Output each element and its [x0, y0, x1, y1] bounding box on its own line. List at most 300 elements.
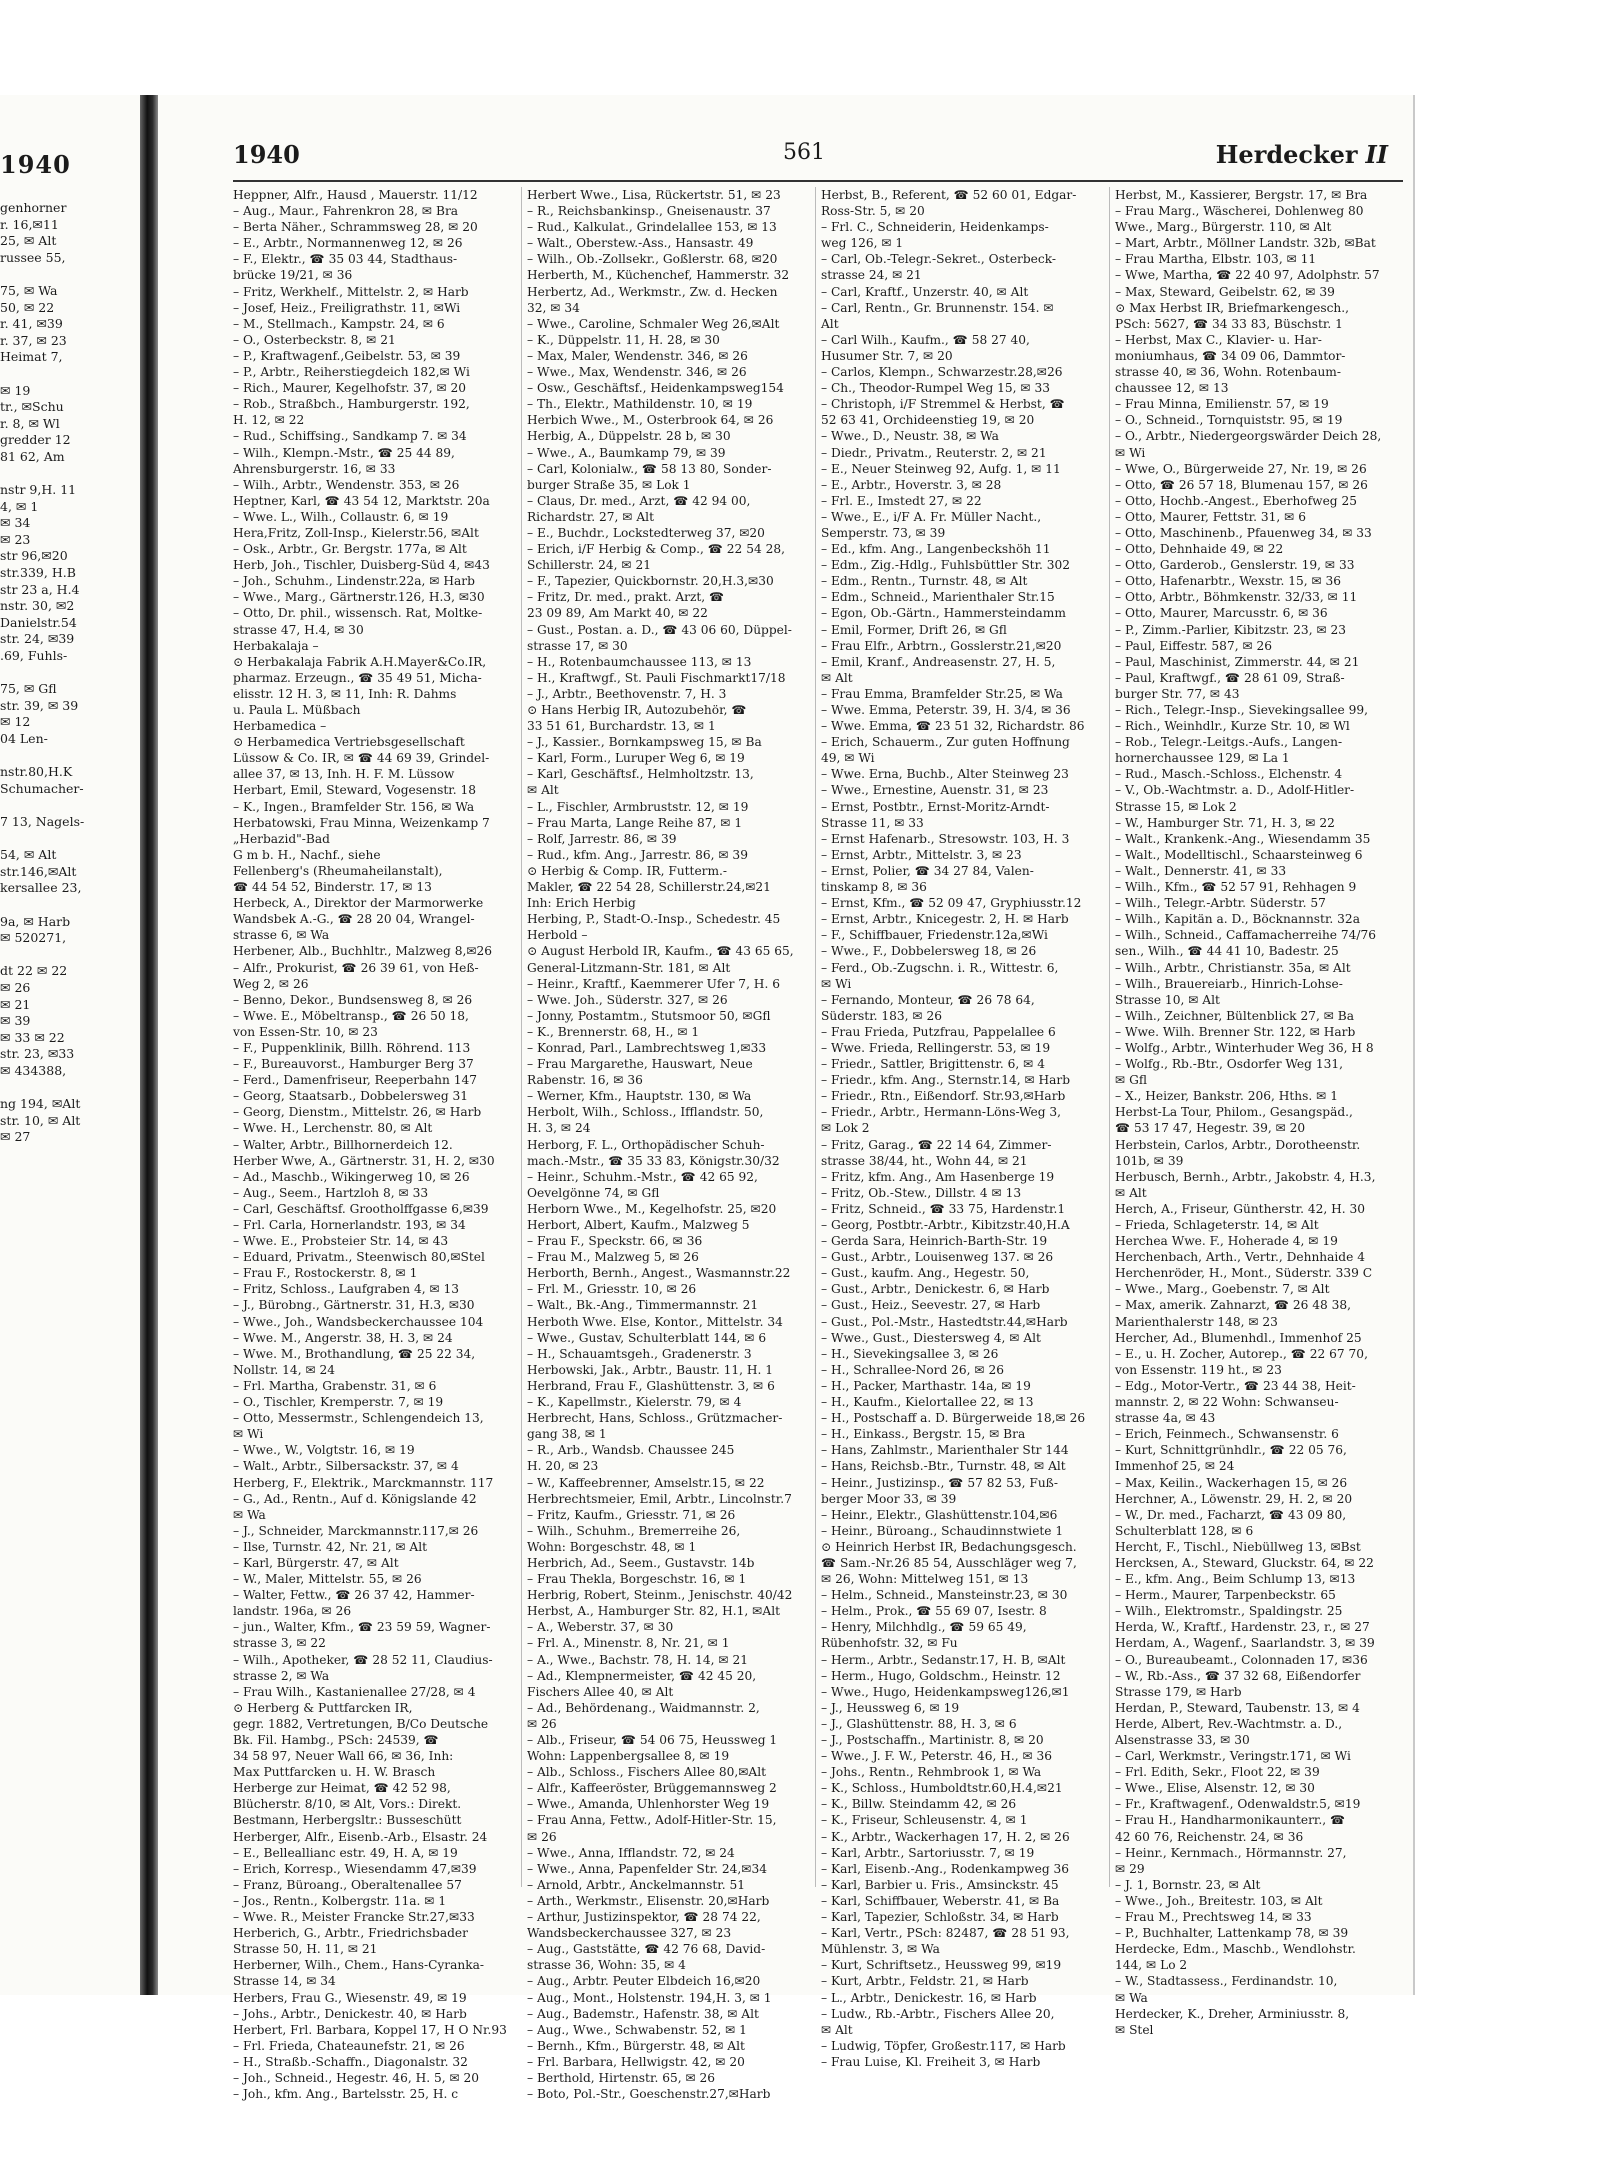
directory-entry-line: – Walt., Modelltischl., Schaarsteinweg 6: [1115, 847, 1363, 862]
directory-entry-line: – Rich., Telegr.-Insp., Sievekingsallee 99,: [1115, 703, 1368, 717]
directory-entry-line: – H., Schrallee-Nord 26, ✉ 26: [821, 1362, 1005, 1377]
directory-entry-line: – Rolf, Jarrestr. 86, ✉ 39: [527, 831, 677, 846]
directory-entry-line: – Werner, Kfm., Hauptstr. 130, ✉ Wa: [527, 1089, 752, 1104]
left-page-line: r. 41, ✉39: [0, 316, 63, 332]
directory-entry-line: – Walt., Dennerstr. 41, ✉ 33: [1115, 863, 1287, 878]
directory-entry-line: – Frl. Edith, Sekr., Floot 22, ✉ 39: [1115, 1765, 1320, 1780]
directory-entry-line: – Fritz, Dr. med., prakt. Arzt, ☎: [527, 590, 725, 605]
directory-entry-line: Blücherstr. 8/10, ✉ Alt, Vors.: Direkt.: [233, 1797, 462, 1812]
directory-entry-line: – Edm., Zig.-Hdlg., Fuhlsbüttler Str. 302: [821, 558, 1071, 573]
directory-entry-line: – Frau Martha, Elbstr. 103, ✉ 11: [1115, 252, 1317, 267]
directory-entry-line: – Gust., Pol.-Mstr., Hastedtstr.44,✉Harb: [821, 1314, 1068, 1329]
directory-entry-line: – W., Rb.-Ass., ☎ 37 32 68, Eißendorfer: [1115, 1668, 1361, 1683]
directory-entry-line: – Ad., Klempnermeister, ☎ 42 45 20,: [527, 1668, 757, 1683]
directory-entry-line: Herdecke, Edm., Maschb., Wendlohstr.: [1115, 1942, 1356, 1957]
book-gutter: [140, 95, 158, 1995]
directory-entry-line: – Heinr., Kraftf., Kaemmerer Ufer 7, H. 6: [527, 976, 780, 991]
directory-entry-line: – H., Kraftwgf., St. Pauli Fischmarkt17/18: [527, 670, 786, 685]
directory-entry-line: ⊙ Herberg & Puttfarcken IR,: [233, 1700, 413, 1715]
directory-entry-line: – Arthur, Justizinspektor, ☎ 28 74 22,: [527, 1910, 761, 1925]
directory-entry-line: – Ferd., Ob.-Zugschn. i. R., Wittestr. 6,: [821, 960, 1059, 975]
directory-entry-line: – Walt., Arbtr., Silbersackstr. 37, ✉ 4: [233, 1459, 459, 1474]
directory-entry-line: – Herm., Arbtr., Sedanstr.17, H. B, ✉Alt: [821, 1652, 1066, 1667]
directory-entry-line: Hera,Fritz, Zoll-Insp., Kielerstr.56, ✉Alt: [233, 525, 479, 540]
directory-entry-line: – Walter, Arbtr., Billhornerdeich 12.: [233, 1137, 453, 1152]
directory-entry-line: – W., Maler, Mittelstr. 55, ✉ 26: [233, 1572, 422, 1587]
directory-entry-line: 144, ✉ Lo 2: [1115, 1958, 1188, 1973]
left-page-line: 75, ✉ Gfl: [0, 681, 57, 697]
directory-entry-line: – Frl. Barbara, Hellwigstr. 42, ✉ 20: [527, 2054, 745, 2069]
directory-entry-line: – K., Arbtr., Wackerhagen 17, H. 2, ✉ 26: [821, 1829, 1070, 1844]
directory-entry-line: – Wwe., Hugo, Heidenkampsweg126,✉1: [821, 1684, 1070, 1699]
running-head-word: Herdecker: [1215, 140, 1358, 169]
directory-entry-line: – Frl. Frieda, Chateaunefstr. 21, ✉ 26: [233, 2038, 465, 2053]
directory-entry-line: – Diedr., Privatm., Reuterstr. 2, ✉ 21: [821, 445, 1047, 460]
directory-entry-line: – Rich., Weinhdlr., Kurze Str. 10, ✉ Wl: [1115, 719, 1350, 734]
left-page-line: 25, ✉ Alt: [0, 233, 57, 249]
directory-entry-line: – Rud., Masch.-Schloss., Elchenstr. 4: [1115, 767, 1343, 782]
directory-entry-line: – Wilh., Ob.-Zollsekr., Goßlerstr. 68, ✉20: [527, 252, 778, 267]
directory-entry-line: allee 37, ✉ 13, Inh. H. F. M. Lüssow: [233, 767, 455, 782]
directory-entry-line: – O., Osterbeckstr. 8, ✉ 21: [233, 332, 396, 347]
left-page-line: str. 24, ✉39: [0, 631, 75, 647]
directory-entry-line: – Wwe, Martha, ☎ 22 40 97, Adolphstr. 57: [1115, 268, 1380, 283]
directory-entry-line: – Ludwig, Töpfer, Großestr.117, ✉ Harb: [821, 2038, 1066, 2053]
directory-entry-line: – V., Ob.-Wachtmstr. a. D., Adolf-Hitler-: [1115, 783, 1355, 798]
directory-entry-line: – Otto, Maurer, Marcusstr. 6, ✉ 36: [1115, 606, 1328, 621]
directory-entry-line: – Frl. M., Griesstr. 10, ✉ 26: [527, 1282, 697, 1297]
directory-entry-line: moniumhaus, ☎ 34 09 06, Dammtor-: [1115, 348, 1346, 363]
directory-entry-line: Herbst, M., Kassierer, Bergstr. 17, ✉ Bra: [1115, 188, 1368, 202]
directory-entry-line: Herchea Wwe. F., Hoherade 4, ✉ 19: [1115, 1234, 1338, 1249]
directory-entry-line: – Wilh., Kapitän a. D., Böcknannstr. 32a: [1115, 912, 1360, 927]
directory-entry-line: – Wilh., Brauereiarb., Hinrich-Lohse-: [1115, 976, 1343, 991]
directory-entry-line: – Ad., Behördenang., Waidmannstr. 2,: [527, 1700, 760, 1715]
directory-entry-line: – J., Postschaffn., Martinistr. 8, ✉ 20: [821, 1733, 1044, 1747]
directory-entry-line: – Johs., Arbtr., Denickestr. 40, ✉ Harb: [233, 2006, 467, 2021]
directory-entry-line: – Joh., Schneid., Hegestr. 46, H. 5, ✉ 20: [233, 2070, 480, 2085]
directory-entry-line: Hercksen, A., Steward, Gluckstr. 64, ✉ 22: [1115, 1555, 1374, 1570]
directory-entry-line: – H., Einkass., Bergstr. 15, ✉ Bra: [821, 1427, 1026, 1442]
directory-entry-line: berger Moor 33, ✉ 39: [821, 1491, 957, 1506]
left-page-line: [0, 466, 140, 483]
left-page-line: ng 194, ✉Alt: [0, 1096, 81, 1112]
directory-entry-line: – Fritz, Schneid., ☎ 33 75, Hardenstr.1: [821, 1201, 1066, 1216]
directory-entry-line: ✉ Wa: [1115, 1990, 1148, 2005]
directory-entry-line: – Claus, Dr. med., Arzt, ☎ 42 94 00,: [527, 493, 751, 508]
left-page-line: [0, 947, 140, 964]
left-page-line: [0, 266, 140, 283]
directory-entry-line: – Heinr., Kernmach., Hörmannstr. 27,: [1115, 1845, 1347, 1860]
directory-entry-line: – Karl, Vertr., PSch: 82487, ☎ 28 51 93,: [821, 1926, 1070, 1941]
directory-entry-line: Herchenbach, Arth., Vertr., Dehnhaide 4: [1115, 1250, 1365, 1265]
directory-entry-line: ✉ Wi: [821, 976, 852, 991]
directory-entry-line: – Karl, Eisenb.-Ang., Rodenkampweg 36: [821, 1861, 1070, 1876]
directory-entry-line: – Carl, Rentn., Gr. Brunnenstr. 154. ✉: [821, 300, 1054, 315]
directory-entry-line: – Konrad, Parl., Lambrechtsweg 1,✉33: [527, 1040, 767, 1055]
directory-entry-line: – Ernst, Arbtr., Mittelstr. 3, ✉ 23: [821, 847, 1022, 862]
directory-entry-line: ✉ Wa: [233, 1507, 266, 1522]
directory-entry-line: – O., Tischler, Kremperstr. 7, ✉ 19: [233, 1395, 444, 1410]
column-2: [527, 187, 816, 2102]
directory-entry-line: – Heinr., Büroang., Schaudinnstwiete 1: [821, 1523, 1064, 1538]
directory-entry-line: von Essenstr. 119 ht., ✉ 23: [1115, 1362, 1282, 1377]
directory-entry-line: Herbort, Albert, Kaufm., Malzweg 5: [527, 1218, 750, 1232]
directory-entry-line: ☎ Sam.-Nr.26 85 54, Ausschläger weg 7,: [821, 1555, 1077, 1570]
directory-entry-line: – E., u. H. Zocher, Autorep., ☎ 22 67 70,: [1115, 1346, 1368, 1361]
left-page-line: ✉ 21: [0, 996, 31, 1012]
left-page-line: nstr 9,H. 11: [0, 482, 77, 498]
directory-entry-line: – Otto, Dehnhaide 49, ✉ 22: [1115, 542, 1284, 557]
directory-entry-line: – Helm., Schneid., Mansteinstr.23, ✉ 30: [821, 1588, 1068, 1603]
directory-entry-line: – Alb., Friseur, ☎ 54 06 75, Heussweg 1: [527, 1733, 778, 1747]
left-page-line: 81 62, Am: [0, 448, 65, 464]
directory-entry-line: – Gust., Heiz., Seevestr. 27, ✉ Harb: [821, 1298, 1041, 1313]
directory-columns: [233, 187, 1403, 2102]
directory-entry-line: – Frau Thekla, Borgeschstr. 16, ✉ 1: [527, 1572, 747, 1587]
directory-entry-line: – E., Buchdr., Lockstedterweg 37, ✉20: [527, 525, 765, 540]
directory-entry-line: – Heinr., Schuhm.-Mstr., ☎ 42 65 92,: [527, 1169, 758, 1184]
directory-entry-line: Wohn: Borgeschstr. 48, ✉ 1: [527, 1539, 697, 1554]
directory-entry-line: – Wwe. Emma, ☎ 23 51 32, Richardstr. 86: [821, 719, 1085, 734]
directory-entry-line: – F., Bureauvorst., Hamburger Berg 37: [233, 1057, 474, 1072]
directory-entry-line: – H., Sievekingsallee 3, ✉ 26: [821, 1346, 999, 1361]
directory-entry-line: Herbowski, Jak., Arbtr., Baustr. 11, H. 1: [527, 1362, 773, 1377]
left-page-line: str 96,✉20: [0, 548, 68, 564]
directory-entry-line: – E., Arbtr., Normannenweg 12, ✉ 26: [233, 236, 463, 251]
directory-entry-line: sen., Wilh., ☎ 44 41 10, Badestr. 25: [1115, 944, 1339, 959]
directory-entry-line: – Wwe., Anna, Ifflandstr. 72, ✉ 24: [527, 1845, 735, 1860]
directory-entry-line: – Gust., kaufm. Ang., Hegestr. 50,: [821, 1266, 1030, 1281]
directory-entry-line: – Friedr., Arbtr., Hermann-Löns-Weg 3,: [821, 1105, 1062, 1120]
directory-entry-line: Wohn: Lappenbergsallee 8, ✉ 19: [527, 1749, 730, 1764]
directory-entry-line: Herbich Wwe., M., Osterbrook 64, ✉ 26: [527, 413, 774, 428]
directory-entry-line: – Herm., Hugo, Goldschm., Heinstr. 12: [821, 1668, 1061, 1683]
directory-entry-line: – J. 1, Bornstr. 23, ✉ Alt: [1115, 1877, 1261, 1892]
directory-entry-line: – Frl. A., Minenstr. 8, Nr. 21, ✉ 1: [527, 1636, 730, 1651]
directory-entry-line: – F., Puppenklinik, Billh. Röhrend. 113: [233, 1040, 471, 1055]
left-page-line: 04 Len-: [0, 731, 48, 746]
directory-entry-line: burger Str. 77, ✉ 43: [1115, 686, 1240, 701]
directory-entry-line: – Carl, Kraftf., Unzerstr. 40, ✉ Alt: [821, 284, 1029, 299]
directory-entry-line: – Max, Maler, Wendenstr. 346, ✉ 26: [527, 348, 748, 363]
directory-entry-line: Max Puttfarcken u. H. W. Brasch: [233, 1765, 436, 1780]
directory-entry-line: – Max, Steward, Geibelstr. 62, ✉ 39: [1115, 284, 1335, 299]
directory-entry-line: weg 126, ✉ 1: [821, 236, 904, 251]
directory-entry-line: – K., Schloss., Humboldtstr.60,H.4,✉21: [821, 1781, 1063, 1796]
page-header: [233, 140, 1403, 180]
directory-entry-line: Weg 2, ✉ 26: [233, 976, 309, 991]
directory-entry-line: Alt: [821, 316, 839, 331]
directory-entry-line: hornerchaussee 129, ✉ La 1: [1115, 751, 1290, 766]
directory-entry-line: – Edm., Rentn., Turnstr. 48, ✉ Alt: [821, 574, 1028, 589]
directory-entry-line: – Erich, i/F Herbig & Comp., ☎ 22 54 28,: [527, 542, 785, 557]
directory-entry-line: – Ernst, Arbtr., Knicegestr. 2, H. ✉ Harb: [821, 912, 1069, 927]
directory-entry-line: Herbatowski, Frau Minna, Weizenkamp 7: [233, 815, 490, 830]
directory-entry-line: – Paul, Maschinist, Zimmerstr. 44, ✉ 21: [1115, 654, 1360, 669]
directory-entry-line: strasse 4a, ✉ 43: [1115, 1411, 1216, 1426]
directory-entry-line: – P., Arbtr., Reiherstiegdeich 182,✉ Wi: [233, 365, 470, 380]
directory-entry-line: – W., Dr. med., Facharzt, ☎ 43 09 80,: [1115, 1507, 1347, 1522]
directory-entry-line: Wwe., Marg., Bürgerstr. 110, ✉ Alt: [1115, 220, 1332, 235]
directory-entry-line: – Wwe., Elise, Alsenstr. 12, ✉ 30: [1115, 1781, 1315, 1796]
directory-entry-line: – Ch., Theodor-Rumpel Weg 15, ✉ 33: [821, 381, 1051, 396]
directory-entry-line: – Frl. Carla, Hornerlandstr. 193, ✉ 34: [233, 1218, 466, 1232]
directory-entry-line: strasse 17, ✉ 30: [527, 638, 628, 653]
left-page-fragment: [0, 95, 140, 1995]
directory-entry-line: Herchner, A., Löwenstr. 29, H. 2, ✉ 20: [1115, 1491, 1353, 1506]
directory-entry-line: Herberich, G., Arbtr., Friedrichsbader: [233, 1926, 468, 1941]
directory-entry-line: – Otto, Maschinenb., Pfauenweg 34, ✉ 33: [1115, 525, 1372, 540]
directory-entry-line: – Josef, Heiz., Freiligrathstr. 11, ✉Wi: [233, 300, 461, 315]
directory-entry-line: – Carl, Ob.-Telegr.-Sekret., Osterbeck-: [821, 252, 1056, 267]
directory-entry-line: – Alb., Schloss., Fischers Allee 80,✉Alt: [527, 1765, 767, 1780]
directory-entry-line: – Fritz, Ob.-Stew., Dillstr. 4 ✉ 13: [821, 1185, 1022, 1200]
directory-entry-line: ✉ Alt: [527, 783, 559, 798]
directory-entry-line: Herde, Albert, Rev.-Wachtmstr. a. D.,: [1115, 1716, 1343, 1731]
directory-entry-line: – Wwe, O., Bürgerweide 27, Nr. 19, ✉ 26: [1115, 461, 1367, 476]
directory-entry-line: – Otto, Dr. phil., wissensch. Rat, Moltke-: [233, 606, 483, 621]
directory-entry-line: – Aug., Arbtr. Peuter Elbdeich 16,✉20: [527, 1974, 761, 1989]
directory-entry-line: – Wwe. R., Meister Francke Str.27,✉33: [233, 1910, 475, 1925]
directory-entry-line: Strasse 14, ✉ 34: [233, 1974, 336, 1989]
directory-entry-line: H. 3, ✉ 24: [527, 1121, 591, 1136]
directory-entry-line: elisstr. 12 H. 3, ✉ 11, Inh: R. Dahms: [233, 686, 457, 701]
directory-entry-line: Herbakalaja –: [233, 638, 319, 653]
directory-entry-line: – Johs., Rentn., Rehmbrook 1, ✉ Wa: [821, 1765, 1042, 1780]
directory-entry-line: Alsenstrasse 33, ✉ 30: [1115, 1733, 1250, 1747]
directory-entry-line: – Otto, Garderob., Genslerstr. 19, ✉ 33: [1115, 558, 1355, 573]
directory-entry-line: – Fritz, Garag., ☎ 22 14 64, Zimmer-: [821, 1137, 1052, 1152]
left-page-line: 50, ✉ 22: [0, 299, 55, 315]
directory-entry-line: – J., Glashüttenstr. 88, H. 3, ✉ 6: [821, 1716, 1017, 1731]
left-page-line: [0, 1079, 140, 1096]
directory-entry-line: Herbst, A., Hamburger Str. 82, H.1, ✉Alt: [527, 1604, 780, 1619]
directory-entry-line: – Frau M., Prechtsweg 14, ✉ 33: [1115, 1910, 1312, 1925]
directory-entry-line: – Berthold, Hirtenstr. 65, ✉ 26: [527, 2070, 716, 2085]
left-page-line: tr., ✉Schu: [0, 399, 64, 415]
left-page-line: ✉ 34: [0, 515, 31, 531]
directory-entry-line: – Gerda Sara, Heinrich-Barth-Str. 19: [821, 1234, 1048, 1249]
directory-entry-line: – Ernst, Postbtr., Ernst-Moritz-Arndt-: [821, 799, 1050, 814]
left-page-line: str. 10, ✉ Alt: [0, 1112, 81, 1128]
directory-entry-line: – Wwe., Amanda, Uhlenhorster Weg 19: [527, 1797, 770, 1812]
directory-entry-line: – Frau Frieda, Putzfrau, Pappelallee 6: [821, 1024, 1056, 1039]
directory-entry-line: Wandsbek A.-G., ☎ 28 20 04, Wrangel-: [233, 912, 475, 927]
left-page-line: str. 39, ✉ 39: [0, 697, 79, 713]
left-page-line: nstr.80,H.K: [0, 764, 73, 780]
directory-entry-line: – Frau Marta, Lange Reihe 87, ✉ 1: [527, 815, 743, 830]
directory-entry-line: Herbusch, Bernh., Arbtr., Jakobstr. 4, H.3,: [1115, 1169, 1376, 1184]
directory-entry-line: pharmaz. Erzeugn., ☎ 35 49 51, Micha-: [233, 670, 482, 685]
column-1: [233, 187, 522, 2102]
directory-entry-line: Fischers Allee 40, ✉ Alt: [527, 1684, 674, 1699]
volume-numeral: II: [1365, 140, 1388, 169]
directory-entry-line: strasse 6, ✉ Wa: [233, 928, 330, 943]
directory-entry-line: Immenhof 25, ✉ 24: [1115, 1459, 1235, 1474]
directory-entry-line: – Ed., kfm. Ang., Langenbeckshöh 11: [821, 542, 1051, 557]
directory-entry-line: – Fritz, kfm. Ang., Am Hasenberge 19: [821, 1169, 1055, 1184]
directory-entry-line: – Ludw., Rb.-Arbtr., Fischers Allee 20,: [821, 2006, 1055, 2021]
directory-entry-line: ✉ Alt: [821, 2022, 853, 2037]
directory-entry-line: – O., Bureaubeamt., Colonnaden 17, ✉36: [1115, 1652, 1368, 1667]
directory-entry-line: – Kurt, Schnittgrünhdlr., ☎ 22 05 76,: [1115, 1443, 1347, 1458]
directory-entry-line: ✉ 29: [1115, 1861, 1145, 1876]
directory-entry-line: ☎ 53 17 47, Hegestr. 39, ✉ 20: [1115, 1121, 1306, 1136]
directory-entry-line: – Paul, Eiffestr. 587, ✉ 26: [1115, 638, 1273, 653]
directory-entry-line: – Emil, Former, Drift 26, ✉ Gfl: [821, 622, 1007, 637]
left-page-line: 9a, ✉ Harb: [0, 913, 71, 929]
directory-entry-line: – Wwe., A., Baumkamp 79, ✉ 39: [527, 445, 726, 460]
directory-entry-line: ⊙ Herbig & Comp. IR, Futterm.-: [527, 863, 728, 878]
directory-entry-line: – Wilh., Apotheker, ☎ 28 52 11, Claudius-: [233, 1652, 493, 1667]
directory-entry-line: ✉ 26, Wohn: Mittelweg 151, ✉ 13: [821, 1572, 1029, 1587]
left-page-line: str.146,✉Alt: [0, 863, 77, 879]
directory-entry-line: – Joh., kfm. Ang., Bartelsstr. 25, H. c: [233, 2087, 459, 2102]
directory-entry-line: – Egon, Ob.-Gärtn., Hammersteindamm: [821, 606, 1066, 621]
directory-entry-line: – H., Rotenbaumchaussee 113, ✉ 13: [527, 654, 752, 669]
left-page-line: genhorner: [0, 200, 67, 215]
directory-entry-line: – Ferd., Damenfriseur, Reeperbahn 147: [233, 1073, 478, 1088]
directory-entry-line: Herchenröder, H., Mont., Süderstr. 339 C: [1115, 1266, 1373, 1281]
directory-entry-line: – Fernando, Monteur, ☎ 26 78 64,: [821, 992, 1035, 1007]
directory-entry-line: Strasse 179, ✉ Harb: [1115, 1684, 1242, 1699]
directory-entry-line: – Karl, Geschäftsf., Helmholtzstr. 13,: [527, 767, 754, 782]
directory-entry-line: – H., Kaufm., Kielortallee 22, ✉ 13: [821, 1395, 1034, 1410]
left-page-line: [0, 366, 140, 383]
left-page-line: [0, 897, 140, 914]
directory-entry-line: – Ernst Hafenarb., Stresowstr. 103, H. 3: [821, 831, 1070, 846]
directory-entry-line: – Wilh., Arbtr., Wendenstr. 353, ✉ 26: [233, 477, 460, 492]
left-page-line: russee 55,: [0, 249, 66, 265]
directory-entry-line: – Rud., Kalkulat., Grindelallee 153, ✉ 13: [527, 220, 777, 235]
directory-entry-line: – Henry, Milchhdlg., ☎ 59 65 49,: [821, 1620, 1027, 1635]
directory-entry-line: – Walt., Krankenk.-Ang., Wiesendamm 35: [1115, 831, 1371, 846]
directory-entry-line: – J., Bürobng., Gärtnerstr. 31, H.3, ✉30: [233, 1298, 475, 1313]
directory-entry-line: – Arnold, Arbtr., Anckelmannstr. 51: [527, 1877, 746, 1892]
directory-entry-line: – R., Reichsbankinsp., Gneisenaustr. 37: [527, 204, 771, 219]
directory-entry-line: – Hans, Reichsb.-Btr., Turnstr. 48, ✉ Alt: [821, 1459, 1066, 1474]
directory-entry-line: – W., Kaffeebrenner, Amselstr.15, ✉ 22: [527, 1475, 765, 1490]
directory-entry-line: Herboth Wwe. Else, Kontor., Mittelstr. 34: [527, 1314, 783, 1329]
directory-entry-line: Herbart, Emil, Steward, Vogesenstr. 18: [233, 783, 476, 798]
directory-entry-line: – Gust., Postan. a. D., ☎ 43 06 60, Düppel-: [527, 622, 792, 637]
directory-entry-line: – Wwe. E., Probsteier Str. 14, ✉ 43: [233, 1234, 449, 1249]
directory-entry-line: strasse 3, ✉ 22: [233, 1636, 326, 1651]
directory-entry-line: Herberger, Alfr., Eisenb.-Arb., Elsastr. 24: [233, 1829, 488, 1844]
directory-entry-line: – Frau Marg., Wäscherei, Dohlenweg 80: [1115, 204, 1364, 219]
directory-entry-line: – K., Ingen., Bramfelder Str. 156, ✉ Wa: [233, 799, 475, 814]
directory-entry-line: – Herm., Maurer, Tarpenbeckstr. 65: [1115, 1588, 1336, 1603]
directory-entry-line: – Frau Wilh., Kastanienallee 27/28, ✉ 4: [233, 1684, 476, 1699]
directory-entry-line: – Wwe. M., Angerstr. 38, H. 3, ✉ 24: [233, 1330, 453, 1345]
directory-entry-line: – Heinr., Elektr., Glashüttenstr.104,✉6: [821, 1507, 1058, 1522]
left-page-line: 4, ✉ 1: [0, 498, 39, 514]
directory-entry-line: – P., Kraftwagenf.,Geibelstr. 53, ✉ 39: [233, 348, 461, 363]
left-page-line: kersallee 23,: [0, 880, 82, 896]
directory-entry-line: strasse 36, Wohn: 35, ✉ 4: [527, 1958, 686, 1973]
directory-entry-line: Herbrecht, Hans, Schloss., Grützmacher-: [527, 1411, 783, 1426]
directory-entry-line: Schillerstr. 24, ✉ 21: [527, 558, 651, 573]
directory-entry-line: Herberge zur Heimat, ☎ 42 52 98,: [233, 1781, 451, 1796]
directory-entry-line: – Ernst, Kfm., ☎ 52 09 47, Gryphiusstr.12: [821, 896, 1082, 911]
directory-entry-line: – Frl. C., Schneiderin, Heidenkamps-: [821, 220, 1049, 235]
directory-entry-line: – Aug., Bademstr., Hafenstr. 38, ✉ Alt: [527, 2006, 759, 2021]
directory-entry-line: Strasse 15, ✉ Lok 2: [1115, 799, 1237, 814]
directory-entry-line: Herbig, A., Düppelstr. 28 b, ✉ 30: [527, 429, 731, 444]
directory-entry-line: General-Litzmann-Str. 181, ✉ Alt: [527, 960, 731, 975]
directory-entry-line: ⊙ August Herbold IR, Kaufm., ☎ 43 65 65,: [527, 944, 794, 959]
directory-entry-line: – E., Arbtr., Hoverstr. 3, ✉ 28: [821, 477, 1002, 492]
directory-entry-line: mannstr. 2, ✉ 22 Wohn: Schwanseu-: [1115, 1395, 1339, 1410]
directory-entry-line: – Carlos, Klempn., Schwarzestr.28,✉26: [821, 365, 1063, 380]
directory-entry-line: – Wwe. Joh., Süderstr. 327, ✉ 26: [527, 992, 728, 1007]
directory-entry-line: Marienthalerstr 148, ✉ 23: [1115, 1314, 1278, 1329]
directory-entry-line: – Frau Luise, Kl. Freiheit 3, ✉ Harb: [821, 2054, 1041, 2069]
directory-entry-line: – Walter, Fettw., ☎ 26 37 42, Hammer-: [233, 1588, 475, 1603]
directory-entry-line: – Mart, Arbtr., Möllner Landstr. 32b, ✉Bat: [1115, 236, 1376, 251]
directory-entry-line: – P., Zimm.-Parlier, Kibitzstr. 23, ✉ 23: [1115, 622, 1347, 637]
column-3: [821, 187, 1110, 2069]
directory-entry-line: Herbert Wwe., Lisa, Rückertstr. 51, ✉ 23: [527, 188, 781, 202]
directory-entry-line: – Wwe. M., Brothandlung, ☎ 25 22 34,: [233, 1346, 476, 1361]
directory-entry-line: – Jonny, Postamtm., Stutsmoor 50, ✉Gfl: [527, 1008, 771, 1023]
directory-entry-line: – Edm., Schneid., Marienthaler Str.15: [821, 590, 1055, 605]
directory-entry-line: – H., Postschaff a. D. Bürgerweide 18,✉ 26: [821, 1411, 1086, 1426]
directory-entry-line: 42 60 76, Reichenstr. 24, ✉ 36: [1115, 1829, 1304, 1844]
directory-entry-line: brücke 19/21, ✉ 36: [233, 268, 353, 283]
directory-entry-line: – Max, Keilin., Wackerhagen 15, ✉ 26: [1115, 1475, 1348, 1490]
directory-entry-line: – Karl, Form., Luruper Weg 6, ✉ 19: [527, 751, 745, 766]
directory-entry-line: Herda, W., Kraftf., Hardenstr. 23, r., ✉ 27: [1115, 1620, 1370, 1635]
left-page-lines: [0, 200, 140, 1146]
directory-entry-line: – Osw., Geschäftsf., Heidenkampsweg154: [527, 381, 784, 396]
left-page-line: [0, 665, 140, 682]
directory-entry-line: Wandsbeckerchaussee 327, ✉ 23: [527, 1926, 732, 1941]
directory-entry-line: – Karl, Barbier u. Fris., Amsinckstr. 45: [821, 1877, 1059, 1892]
directory-entry-line: – Wwe., Joh., Wandsbeckerchaussee 104: [233, 1314, 484, 1329]
directory-entry-line: – Wwe., F., Dobbelersweg 18, ✉ 26: [821, 944, 1037, 959]
directory-entry-line: Husumer Str. 7, ✉ 20: [821, 348, 953, 363]
directory-entry-line: Rübenhofstr. 32, ✉ Fu: [821, 1636, 958, 1651]
header-year: 1940: [233, 140, 300, 169]
directory-entry-line: – H., Packer, Marthastr. 14a, ✉ 19: [821, 1378, 1031, 1393]
directory-entry-line: – Friedr., kfm. Ang., Sternstr.14, ✉ Harb: [821, 1073, 1071, 1088]
directory-entry-line: – Aug., Mont., Holstenstr. 194,H. 3, ✉ 1: [527, 1990, 772, 2005]
directory-entry-line: – K., Brennerstr. 68, H., ✉ 1: [527, 1024, 700, 1039]
directory-entry-line: Strasse 10, ✉ Alt: [1115, 992, 1220, 1007]
left-page-line: gredder 12: [0, 432, 71, 448]
directory-entry-line: – Helm., Prok., ☎ 55 69 07, Isestr. 8: [821, 1604, 1047, 1619]
directory-entry-line: – Wwe. Erna, Buchb., Alter Steinweg 23: [821, 767, 1069, 782]
directory-entry-line: – G., Ad., Rentn., Auf d. Königslande 42: [233, 1491, 477, 1506]
directory-entry-line: Herbrich, Ad., Seem., Gustavstr. 14b: [527, 1555, 755, 1570]
directory-entry-line: – Erich, Schauerm., Zur guten Hoffnung: [821, 735, 1070, 750]
left-page-line: ✉ 19: [0, 382, 31, 398]
left-page-line: str.339, H.B: [0, 565, 76, 581]
left-page-line: str. 23, ✉33: [0, 1046, 75, 1062]
directory-entry-line: – Wwe., Anna, Papenfelder Str. 24,✉34: [527, 1861, 767, 1876]
directory-entry-line: – Frau Emma, Bramfelder Str.25, ✉ Wa: [821, 686, 1063, 701]
directory-entry-line: – Heinr., Justizinsp., ☎ 57 82 53, Fuß-: [821, 1475, 1058, 1490]
directory-entry-line: ✉ Alt: [1115, 1185, 1147, 1200]
directory-entry-line: Herdan, P., Steward, Taubenstr. 13, ✉ 4: [1115, 1700, 1360, 1715]
directory-entry-line: – Th., Elektr., Mathildenstr. 10, ✉ 19: [527, 397, 753, 412]
directory-entry-line: – Fr., Kraftwagenf., Odenwaldstr.5, ✉19: [1115, 1797, 1361, 1812]
directory-entry-line: – J., Schneider, Marckmannstr.117,✉ 26: [233, 1523, 479, 1538]
directory-entry-line: ✉ 26: [527, 1716, 557, 1731]
directory-entry-line: – Alfr., Prokurist, ☎ 26 39 61, von Heß-: [233, 960, 479, 975]
